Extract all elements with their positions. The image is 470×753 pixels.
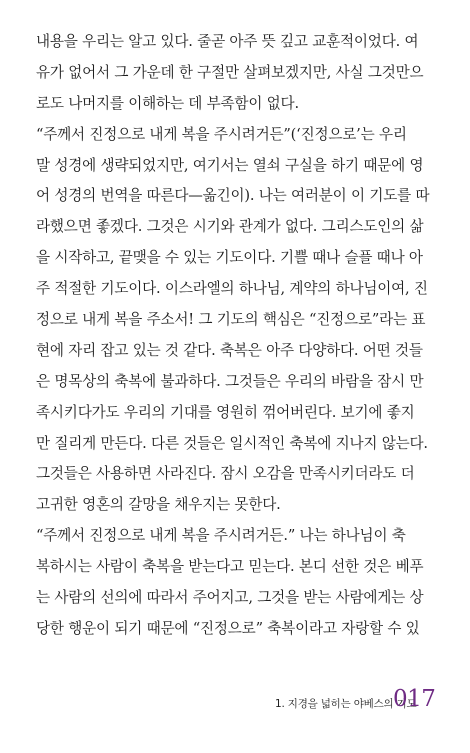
text-line: 는 사람의 선의에 따라서 주어지고, 그것을 받는 사람에게는 상 [36,589,424,607]
text-line: 정으로 내게 복을 주소서! 그 기도의 핵심은 “진정으로”라는 표 [36,311,426,329]
page-number: 017 [393,686,436,712]
text-line: 유가 없어서 그 가운데 한 구절만 살펴보겠지만, 사실 그것만으 [36,63,424,81]
text-line: 고귀한 영혼의 갈망을 채우지는 못한다. [36,496,281,514]
text-line: 을 시작하고, 끝맺을 수 있는 기도이다. 기쁠 때나 슬플 때나 아 [36,249,423,267]
text-line: “주께서 진정으로 내게 복을 주시려거든.” 나는 하나님이 축 [36,527,406,545]
text-line: 그것들은 사용하면 사라진다. 잠시 오감을 만족시키더라도 더 [36,465,415,483]
text-line: 당한 행운이 되기 때문에 “진정으로” 축복이라고 자랑할 수 있 [36,619,420,637]
text-line: 로도 나머지를 이해하는 데 부족함이 없다. [36,94,299,112]
text-line: 내용을 우리는 알고 있다. 줄곧 아주 뜻 깊고 교훈적이었다. 여 [36,33,419,50]
page-footer [275,686,445,726]
text-line: 말 성경에 생략되었지만, 여기서는 열쇠 구실을 하기 때문에 영 [36,156,424,174]
text-line: 주 적절한 기도이다. 이스라엘의 하나님, 계약의 하나님이여, 진 [36,280,428,298]
text-line: 복하시는 사람이 축복을 받는다고 믿는다. 본디 선한 것은 베푸 [36,558,424,576]
text-line: 현에 자리 잡고 있는 것 같다. 축복은 아주 다양하다. 어떤 것들 [36,341,423,359]
text-line: 어 성경의 번역을 따른다—옮긴이). 나는 여러분이 이 기도를 따 [36,187,430,205]
text-line: 만 질리게 만든다. 다른 것들은 일시적인 축복에 지나지 않는다. [36,434,428,452]
text-line: 족시키다가도 우리의 기대를 영원히 꺾어버린다. 보기에 좋지 [36,403,415,421]
text-line: “주께서 진정으로 내게 복을 주시려거든”(‘진정으로’는 우리 [36,125,407,143]
chapter-label: 1. 지경을 넓히는 야베스의 기도 [275,698,417,710]
text-line: 라했으면 좋겠다. 그것은 시기와 관계가 없다. 그리스도인의 삶 [36,218,424,236]
body-text [36,27,440,645]
text-line: 은 명목상의 축복에 불과하다. 그것들은 우리의 바람을 잠시 만 [36,372,424,390]
